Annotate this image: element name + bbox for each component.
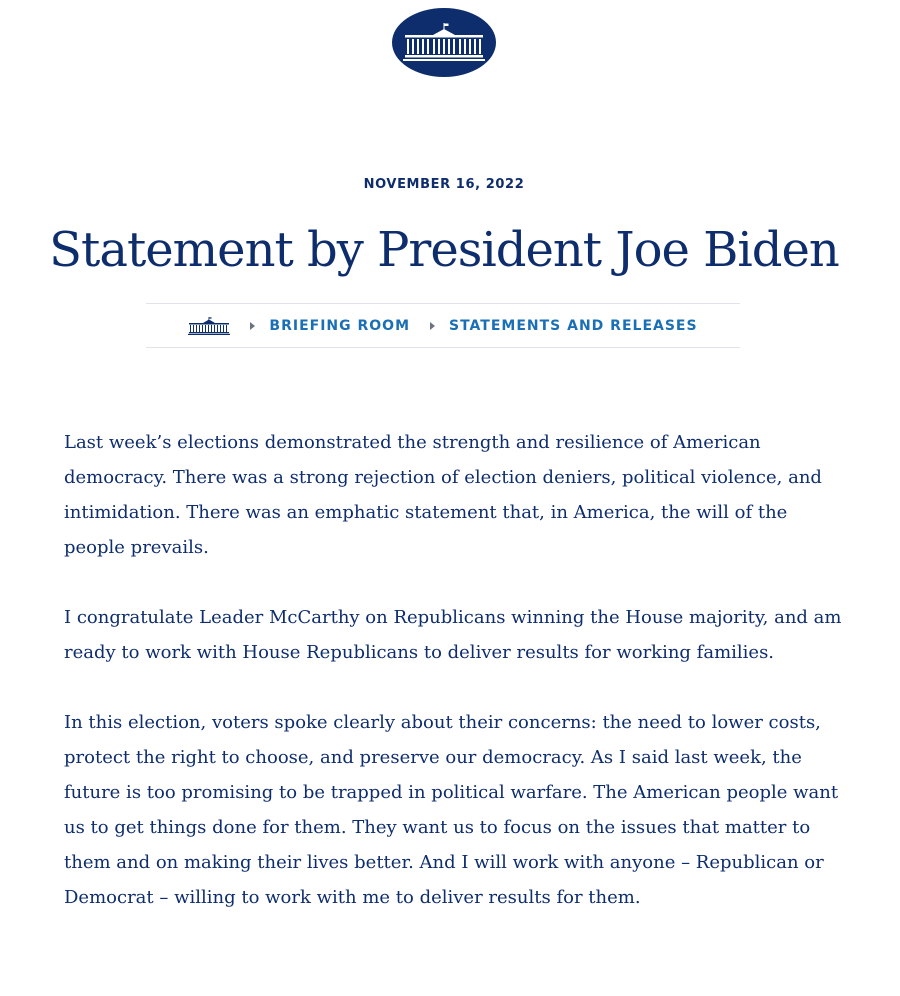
breadcrumb-briefing-room[interactable]: BRIEFING ROOM: [269, 317, 410, 334]
article-body: [64, 425, 844, 950]
breadcrumb: [146, 303, 740, 348]
white-house-logo[interactable]: [392, 8, 496, 77]
paragraph: I congratulate Leader McCarthy on Republicans winning the House majority, and am ready to work with House Republicans to deliver results for working families.: [64, 607, 842, 663]
breadcrumb-statements-and-releases[interactable]: STATEMENTS AND RELEASES: [449, 317, 698, 334]
page-title: Statement by President Joe Biden: [49, 222, 839, 278]
chevron-right-icon: [250, 322, 255, 330]
white-house-icon: [188, 317, 230, 335]
chevron-right-icon: [430, 322, 435, 330]
breadcrumb-home[interactable]: [188, 317, 230, 335]
paragraph: In this election, voters spoke clearly about their concerns: the need to lower costs, protect the right to choose, and preserve our democracy. As I said last week, the future is too promising to be trapped in political warfare. The American people want us to get things done for them. They want us to focus on the issues that matter to them and on making their lives better. And I will work with anyone – Republican or Democrat – willing to work with me to deliver results for them.: [64, 712, 839, 908]
white-house-seal-icon: [403, 23, 485, 63]
paragraph: Last week’s elections demonstrated the strength and resilience of American democracy. There was a strong rejection of election deniers, political violence, and intimidation. There was an emphatic statement that, in America, the will of the people prevails.: [64, 432, 822, 558]
publish-date: NOVEMBER 16, 2022: [363, 177, 525, 192]
